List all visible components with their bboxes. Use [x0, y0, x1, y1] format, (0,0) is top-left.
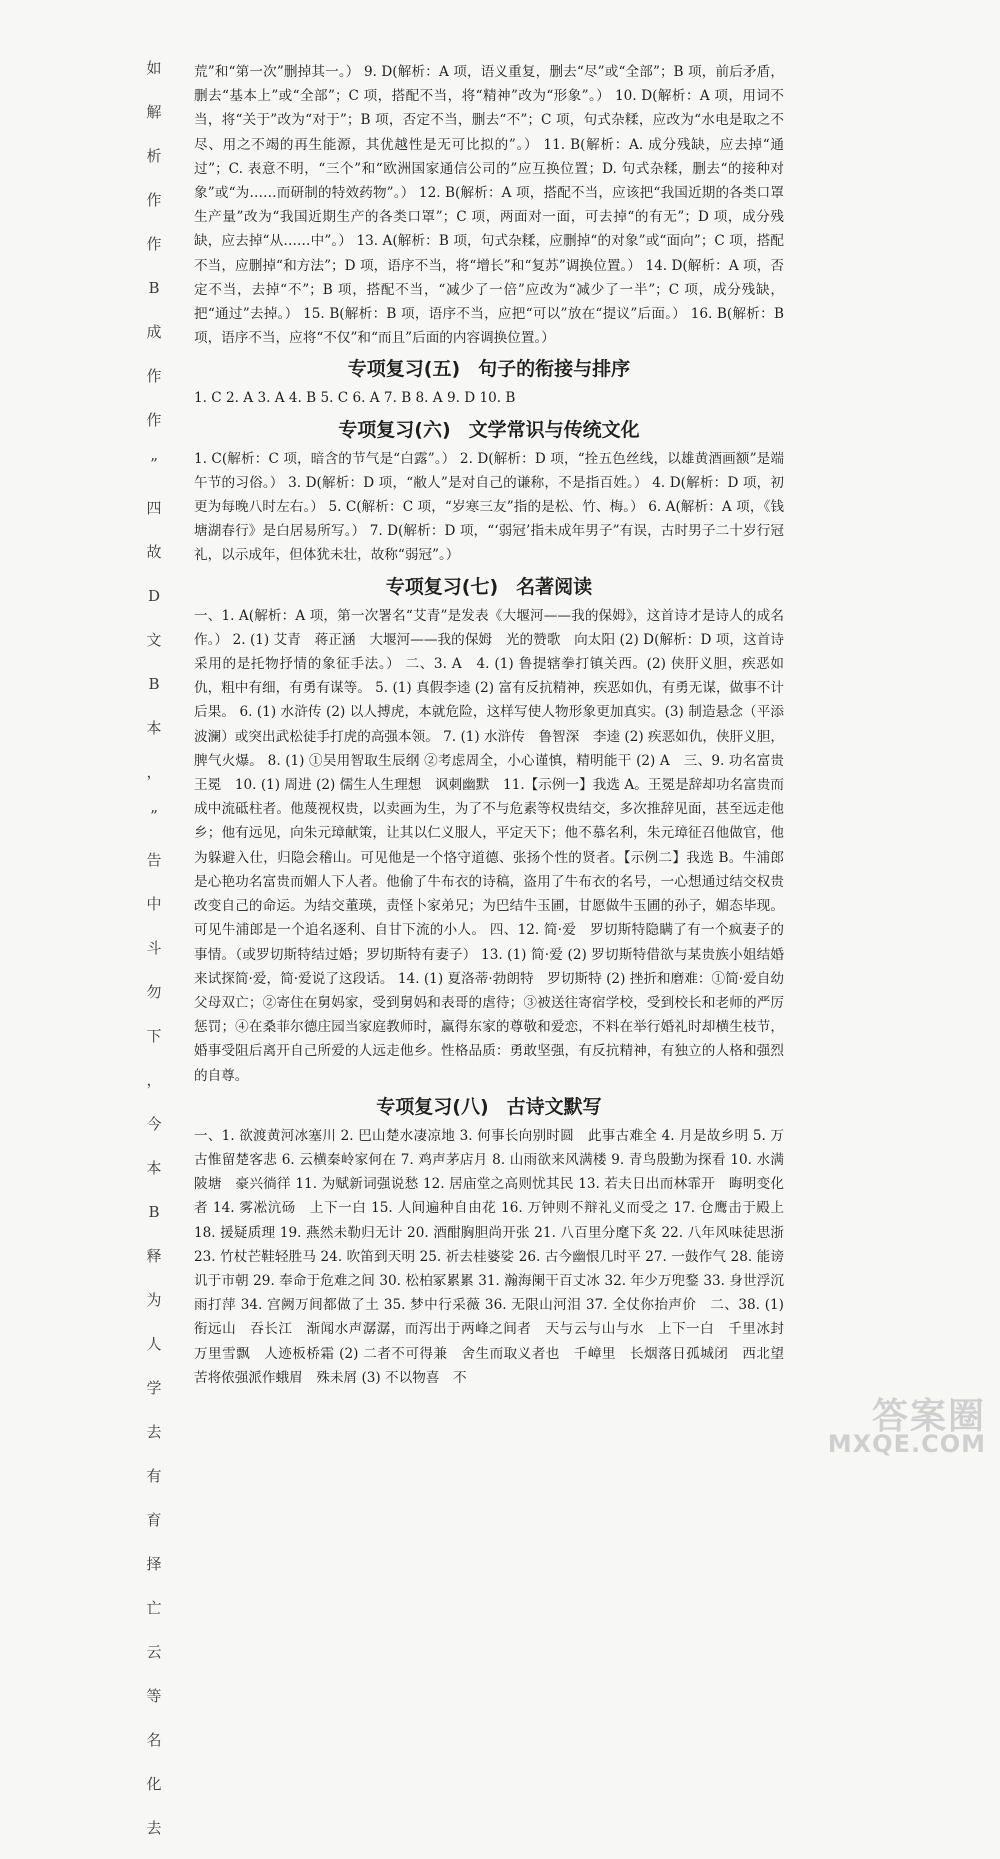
margin-fragment: 释 [146, 1247, 162, 1265]
margin-fragment: 本 [146, 1159, 162, 1177]
margin-fragment: 择 [146, 1555, 162, 1573]
margin-fragment: B [148, 279, 160, 297]
paragraph-s8: 一、1. 欲渡黄河冰塞川 2. 巴山楚水凄凉地 3. 何事长向别时圆 此事古难全 4. 月是故乡明 5. 万古惟留楚客悲 6. 云横秦岭家何在 7. 鸡声茅店月 8. 山雨欲来风满楼 9. 青鸟殷勤为探看 10. 水满陂塘 豪兴徜徉 11. 为赋新词强说愁 12. 居庙堂之高则忧其民 13. 若夫日出而林霏开 晦明变化者 14. 雾凇沆砀 上下一白 15. 人间遍种自由花 16. 万钟则不辩礼义而受之 17. 仓鹰击于殿上 18. 援疑质理 19. 燕然未勒归无计 20. 酒酣胸胆尚开张 21. 八百里分麾下炙 22. 八年风味徒思浙 23. 竹杖芒鞋轻胜马 24. 吹笛到天明 25. 祈去桂婆娑 26. 古今幽恨几时平 27. 一鼓作气 28. 能谤讥于市朝 29. 奉命于危难之间 30. 松柏冢累累 31. 瀚海阑干百丈冰 32. 年少万兜鍪 33. 身世浮沉雨打萍 34. 宫阙万间都做了土 35. 梦中行采薇 36. 无限山河泪 37. 全仗你抬声价 二、38. (1) 衔远山 吞长江 渐闻水声潺潺，而泻出于两峰之间者 天与云与山与水 上下一白 千里冰封 万里雪飘 人迹板桥霜 (2) 二者不可得兼 舍生而取义者也 千嶂里 长烟落日孤城闭 西北望 苦将侬强派作蛾眉 殊未屑 (3) 不以物喜 不 [194, 1127, 798, 1386]
margin-fragment: 故 [146, 543, 162, 561]
page-content [194, 60, 798, 1390]
margin-fragment: 名 [146, 1731, 162, 1749]
section-title-6-number: 专项复习(六) [338, 418, 451, 441]
margin-fragment: 勿 [146, 983, 162, 1001]
margin-fragment: 有 [146, 1467, 162, 1485]
paragraph-s5: 1. C 2. A 3. A 4. B 5. C 6. A 7. B 8. A 9. D 10. B [194, 390, 516, 407]
section-title-6-text: 文学常识与传统文化 [468, 418, 640, 441]
margin-fragment: 解 [146, 103, 162, 121]
margin-fragment: 人 [146, 1335, 162, 1353]
section-title-6 [194, 413, 784, 447]
section-title-7-text: 名著阅读 [516, 575, 593, 598]
paragraph-s7: 一、1. A(解析：A 项，第一次署名“艾青”是发表《大堰河——我的保姆》，这首诗才是诗人的成名作。） 2. (1) 艾青 蒋正涵 大堰河——我的保姆 光的赞歌 向太阳 (2) D(解析：D 项，这首诗采用的是托物抒情的象征手法。） 二、3. A 4. (1) 鲁提辖拳打镇关西。(2) 侠肝义胆，疾恶如仇，粗中有细，有勇有谋等。 5. (1) 真假李逵 (2) 富有反抗精神，疾恶如仇，有勇无谋，做事不计后果。 6. (1) 水浒传 (2) 以人搏虎，本就危险，这样写使人物形象更加真实。(3) 制造悬念（平添波澜）或突出武松徒手打虎的高强本领。 7. (1) 水浒传 鲁智深 李逵 (2) 疾恶如仇，侠肝义胆，脾气火爆。 8. (1) ①吴用智取生辰纲 ②考虑周全，小心谨慎，精明能干 (2) A 三、9. 功名富贵 王冕 10. (1) 周进 (2) 儒生人生理想 讽刺幽默 11.【示例一】我选 A。王冕是辞却功名富贵而成中流砥柱者。他蔑视权贵，以卖画为生，为了不与危素等权贵结交，多次推辞见面，甚至远走他乡；他有远见，向朱元璋献策，让其以仁义服人，平定天下；他不慕名利，朱元璋征召他做官，他为躲避入仕，归隐会稽山。可见他是一个恪守道德、张扬个性的贤者。【示例二】我选 B。牛浦郎是心艳功名富贵而媚人下人者。他偷了牛布衣的诗稿，盗用了牛布衣的名号，一心想通过结交权贵改变自己的命运。为结交董瑛，责怪卜家弟兄；为巴结牛玉圃，甘愿做牛玉圃的孙子，媚态毕现。可见牛浦郎是一个追名逐利、自甘下流的小人。 四、12. 简·爱 罗切斯特隐瞒了有一个疯妻子的事情。（或罗切斯特结过婚；罗切斯特有妻子） 13. (1) 简·爱 (2) 罗切斯特借欲与某贵族小姐结婚来试探简·爱，简·爱说了这段话。 14. (1) 夏洛蒂·勃朗特 罗切斯特 (2) 挫折和磨难：①简·爱自幼父母双亡；②寄住在舅妈家，受到舅妈和表哥的虐待；③被送往寄宿学校，受到校长和老师的严厉惩罚；④在桑菲尔德庄园当家庭教师时，赢得东家的尊敬和爱恋，不料在举行婚礼时却横生枝节，婚事受阻后离开自己所爱的人远走他乡。性格品质：勇敢坚强，有反抗精神，有独立的人格和强烈的自尊。 [194, 607, 798, 1084]
margin-fragment: 去 [146, 1819, 162, 1837]
section-title-5-text: 句子的衔接与排序 [478, 358, 631, 381]
margin-fragment: B [148, 1203, 160, 1221]
margin-fragment: 去 [146, 1423, 162, 1441]
left-margin-fragments [140, 55, 168, 1859]
margin-fragment: 成 [146, 323, 162, 341]
margin-fragment: ” [150, 455, 158, 473]
margin-fragment: 作 [146, 411, 162, 429]
paragraph-s6: 1. C(解析：C 项，暗含的节气是“白露”。） 2. D(解析：D 项，“拴五色丝线，以雄黄酒画额”是端午节的习俗。） 3. D(解析：D 项，“敝人”是对自己的谦称，不是指百姓。） 4. D(解析：D 项，初更为每晚八时左右。） 5. C(解析：C 项，“岁寒三友”指的是松、竹、梅。） 6. A(解析：A 项，《钱塘湖春行》是白居易所写。） 7. D(解析：D 项，“‘弱冠’指未成年男子”有误，古时男子二十岁行冠礼，以示成年，但体犹未壮，故称“弱冠”。） [194, 450, 784, 564]
margin-fragment: D [147, 587, 161, 605]
section-title-7 [194, 570, 784, 604]
margin-fragment: 四 [146, 499, 162, 517]
margin-fragment: 育 [146, 1511, 162, 1529]
margin-fragment: 析 [146, 147, 162, 165]
section-title-5 [194, 352, 784, 386]
margin-fragment: 作 [146, 235, 162, 253]
watermark-url-text: MXQE.COM [827, 1430, 986, 1458]
margin-fragment: 为 [146, 1291, 162, 1309]
margin-fragment: 斗 [146, 939, 162, 957]
section-title-8-text: 古诗文默写 [506, 1095, 602, 1118]
margin-fragment: 如 [146, 59, 162, 77]
section-title-8 [194, 1090, 784, 1124]
watermark-main-text: 答案圈 [871, 1396, 986, 1437]
margin-fragment: 云 [146, 1643, 162, 1661]
margin-fragment: ， [146, 763, 162, 781]
section-title-7-number: 专项复习(七) [385, 575, 499, 598]
paragraph-prev: 荒”和“第一次”删掉其一。） 9. D(解析：A 项，语义重复，删去“尽”或“全部”；B 项，前后矛盾，删去“基本上”或“全部”；C 项，搭配不当，将“精神”改为“形象”。） 10. D(解析：A 项，用词不当，将“关于”改为“对于”；B 项，否定不当，删去“不”；C 项，句式杂糅，应改为“水电是取之不尽、用之不竭的再生能源，其优越性是无可比拟的”。） 11. B(解析：A. 成分残缺，应去掉“通过”；C. 表意不明，“三个”和“欧洲国家通信公司的”应互换位置；D. 句式杂糅，删去“的接种对象”或“为……而研制的特效药物”。） 12. B(解析：A 项，搭配不当，应该把“我国近期的各类口罩生产量”改为“我国近期生产的各类口罩”；C 项，两面对一面，可去掉“的有无”；D 项，成分残缺，应去掉“从……中”。） 13. A(解析：B 项，句式杂糅，应删掉“的对象”或“面向”；C 项，搭配不当，应删掉“和方法”；D 项，语序不当，将“增长”和“复苏”调换位置。） 14. D(解析：A 项，否定不当，去掉“不”；B 项，搭配不当，“减少了一倍”应改为“减少了一半”；C 项，成分残缺，把“通过”去掉。） 15. B(解析：B 项，语序不当，应把“可以”放在“提议”后面。） 16. B(解析：B 项，语序不当，应将“不仅”和“而且”后面的内容调换位置。） [194, 64, 784, 347]
margin-fragment: ” [150, 807, 158, 825]
margin-fragment: 下 [146, 1027, 162, 1045]
margin-fragment: 中 [146, 895, 162, 913]
watermark-logo [814, 1388, 986, 1458]
margin-fragment: ， [146, 1071, 162, 1089]
margin-fragment: 本 [146, 719, 162, 737]
margin-fragment: 今 [146, 1115, 162, 1133]
margin-fragment: 学 [146, 1379, 162, 1397]
margin-fragment: 作 [146, 367, 162, 385]
margin-fragment: 作 [146, 191, 162, 209]
margin-fragment: B [148, 675, 160, 693]
margin-fragment: 告 [146, 851, 162, 869]
margin-fragment: 文 [146, 631, 162, 649]
margin-fragment: 亡 [146, 1599, 162, 1617]
margin-fragment: 等 [146, 1687, 162, 1705]
section-title-8-number: 专项复习(八) [376, 1095, 489, 1118]
section-title-5-number: 专项复习(五) [347, 358, 461, 381]
margin-fragment: 化 [146, 1775, 162, 1793]
